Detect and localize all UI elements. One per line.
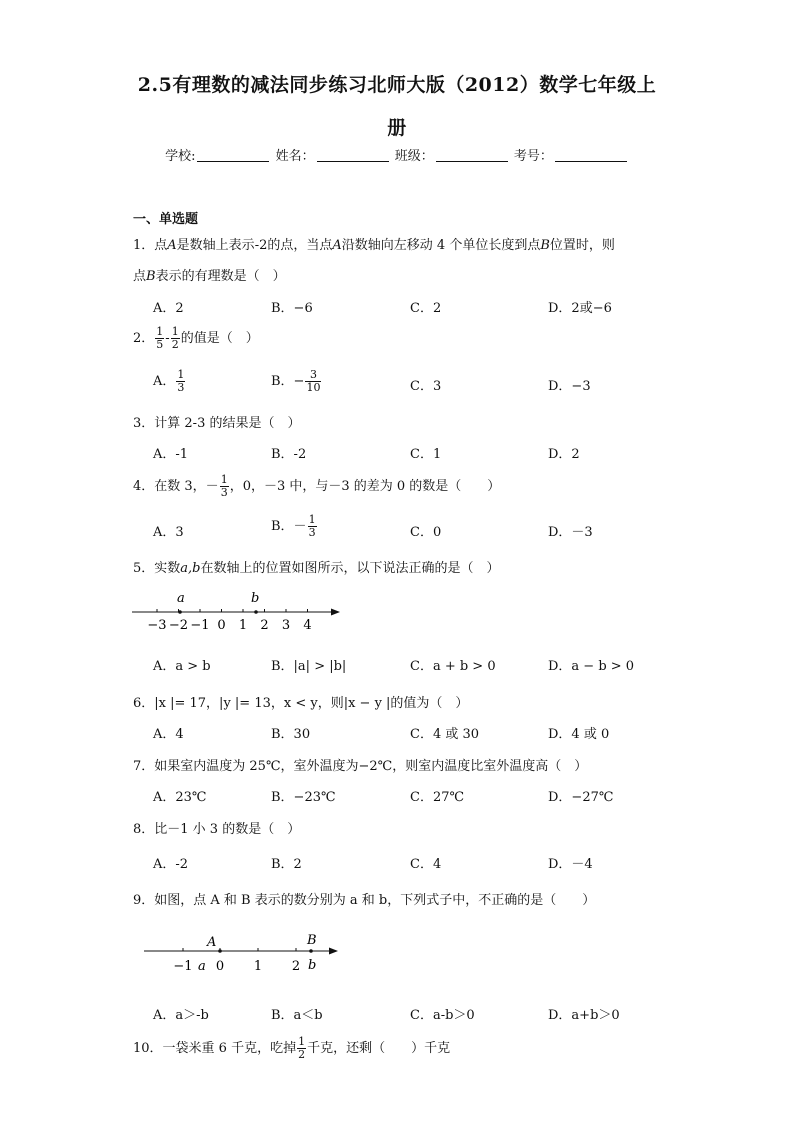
arrow-icon	[329, 948, 338, 955]
question-9-stem: 9．如图，点 A 和 B 表示的数分别为 a 和 b，下列式子中，不正确的是（ ）	[133, 893, 596, 908]
number-blank[interactable]	[555, 148, 627, 162]
q3-option-c[interactable]: C．1	[410, 447, 442, 462]
question-4-stem: 4．在数 3，－ $\frac{1}{3}$ ，0，－3 中，与－3 的差为 0 的数是（ ）	[133, 473, 501, 499]
q7-option-c[interactable]: C．27℃	[410, 790, 465, 805]
fraction: $\frac{1}{5}$	[156, 325, 164, 351]
label-b: b	[251, 591, 260, 606]
q3-option-a[interactable]: A．-1	[153, 447, 189, 462]
page-title: 2.5有理数的减法同步练习北师大版（2012）数学七年级上	[137, 74, 657, 96]
q6-option-c[interactable]: C．4 或 30	[410, 727, 480, 742]
q6-option-a[interactable]: A．4	[153, 727, 184, 742]
question-1-stem-line2: 点B表示的有理数是（ ）	[133, 269, 286, 284]
q4-option-d[interactable]: D．－3	[548, 525, 593, 540]
tick-label: −1	[173, 959, 193, 974]
label-B: B	[307, 933, 317, 948]
q1-option-d[interactable]: D．2或−6	[548, 301, 612, 316]
q7-option-b[interactable]: B．−23℃	[271, 790, 336, 805]
label-a: a	[177, 591, 185, 606]
q4-option-b[interactable]: B．－ $\frac{1}{3}$	[271, 513, 316, 539]
school-blank[interactable]	[197, 148, 269, 162]
q2-option-b[interactable]: B．− $\frac{3}{10}$	[271, 368, 321, 394]
label-b: b	[308, 958, 317, 973]
tick-label: −2	[168, 618, 189, 633]
question-6-stem: 6．|x |= 17，|y |= 13，x < y，则|x − y |的值为（ ）	[133, 696, 469, 711]
point-B	[309, 949, 313, 953]
q9-option-b[interactable]: B．a＜b	[271, 1008, 323, 1023]
school-label: 学校:	[165, 149, 196, 164]
question-2-stem: 2． $\frac{1}{5}$ - $\frac{1}{2}$ 的值是（ ）	[133, 325, 259, 351]
q7-option-a[interactable]: A．23℃	[153, 790, 207, 805]
page-title-continued: 册	[387, 117, 407, 139]
section-heading: 一、单选题	[133, 212, 199, 227]
tick-marks	[147, 609, 311, 633]
tick-label: 2	[291, 959, 301, 974]
question-3-stem: 3．计算 2-3 的结果是（ ）	[133, 416, 301, 431]
q3-option-b[interactable]: B．-2	[271, 447, 307, 462]
number-label: 考号：	[513, 149, 553, 164]
q5-option-c[interactable]: C．a + b > 0	[410, 659, 496, 674]
number-line-figure-q9	[138, 928, 348, 976]
label-A: A	[207, 935, 217, 950]
tick-label: 1	[238, 618, 248, 633]
tick-label: 1	[253, 959, 263, 974]
tick-label: 4	[303, 618, 312, 633]
class-label: 班级：	[394, 149, 434, 164]
tick-label: 2	[260, 618, 269, 633]
q5-option-b[interactable]: B．|a| > |b|	[271, 659, 347, 674]
q5-option-d[interactable]: D．a − b > 0	[548, 659, 635, 674]
question-10-stem: 10．一袋米重 6 千克，吃掉 $\frac{1}{2}$ 千克，还剩（ ）千克	[133, 1035, 451, 1061]
tick-marks	[173, 948, 300, 974]
q7-option-d[interactable]: D．−27℃	[548, 790, 614, 805]
q8-option-b[interactable]: B．2	[271, 857, 302, 872]
tick-label: −1	[190, 618, 210, 633]
name-label: 姓名：	[275, 149, 315, 164]
point-b	[254, 610, 258, 614]
point-A	[218, 949, 222, 953]
q2-option-a[interactable]: A． $\frac{1}{3}$	[153, 368, 185, 394]
q5-option-a[interactable]: A．a > b	[153, 659, 211, 674]
q9-option-a[interactable]: A．a＞-b	[153, 1008, 209, 1023]
tick-label: −3	[147, 618, 167, 633]
tick-label: 3	[281, 618, 291, 633]
q1-option-a[interactable]: A．2	[153, 301, 184, 316]
q6-option-b[interactable]: B．30	[271, 727, 311, 742]
q4-option-a[interactable]: A．3	[153, 525, 184, 540]
point-a	[178, 610, 182, 614]
question-1-stem: 1．点A是数轴上表示-2的点，当点A沿数轴向左移动 4 个单位长度到点B位置时，则	[133, 238, 615, 253]
q2-option-d[interactable]: D．−3	[548, 379, 591, 394]
q8-option-c[interactable]: C．4	[410, 857, 442, 872]
class-blank[interactable]	[436, 148, 508, 162]
student-info-line	[0, 145, 794, 164]
tick-label: 0	[215, 959, 225, 974]
label-a: a	[198, 959, 206, 974]
question-8-stem: 8．比－1 小 3 的数是（ ）	[133, 822, 301, 837]
q1-option-b[interactable]: B．−6	[271, 301, 313, 316]
q6-option-d[interactable]: D．4 或 0	[548, 727, 610, 742]
q9-option-d[interactable]: D．a+b＞0	[548, 1008, 620, 1023]
fraction: $\frac{1}{2}$	[171, 325, 179, 351]
q2-option-c[interactable]: C．3	[410, 379, 442, 394]
tick-label: 0	[217, 618, 226, 633]
arrow-icon	[331, 609, 340, 616]
number-line-figure-q5	[128, 588, 348, 634]
name-blank[interactable]	[317, 148, 389, 162]
q4-option-c[interactable]: C．0	[410, 525, 442, 540]
q8-option-a[interactable]: A．-2	[153, 857, 189, 872]
q1-option-c[interactable]: C．2	[410, 301, 442, 316]
question-5-stem: 5．实数a,b在数轴上的位置如图所示，以下说法正确的是（ ）	[133, 561, 500, 576]
q3-option-d[interactable]: D．2	[548, 447, 580, 462]
q9-option-c[interactable]: C．a-b＞0	[410, 1008, 475, 1023]
q8-option-d[interactable]: D．－4	[548, 857, 593, 872]
question-7-stem: 7．如果室内温度为 25℃，室外温度为−2℃，则室内温度比室外温度高（ ）	[133, 759, 588, 774]
